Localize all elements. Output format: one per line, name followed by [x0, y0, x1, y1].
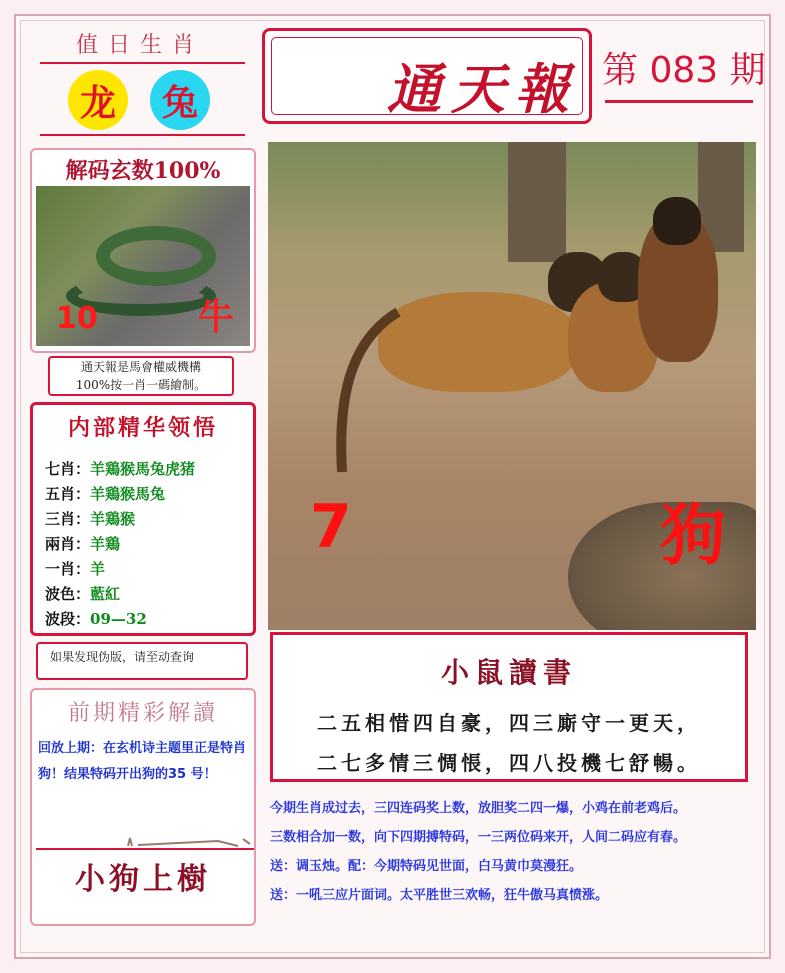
inner-insight-list	[45, 457, 250, 632]
poem-box	[270, 632, 748, 782]
poem-line-2: 二七多情三惆悵，四八投機七舒暢。	[317, 751, 701, 775]
authority-note-line2: 100%按一肖一碼繪制。	[75, 378, 207, 392]
previous-review-divider	[36, 848, 254, 850]
decode-panel-title: 解码玄数100%	[65, 158, 221, 184]
inner-insight-label: 一肖：	[45, 560, 91, 578]
inner-insight-value: 09—32	[90, 610, 147, 628]
photo-number: 7	[310, 492, 352, 562]
inner-insight-title: 内部精华领悟	[67, 415, 218, 441]
header-box	[262, 28, 592, 124]
inner-insight-label: 五肖：	[45, 485, 91, 503]
inner-insight-row	[45, 582, 250, 607]
inner-insight-label: 兩肖：	[45, 535, 91, 553]
issue-number: 第 083 期	[602, 50, 766, 91]
monkey-right-head	[653, 197, 701, 245]
previous-review-panel	[30, 688, 256, 926]
inner-insight-row	[45, 532, 250, 557]
previous-review-title: 前期精彩解讀	[67, 701, 218, 726]
inner-insight-label: 七肖：	[45, 460, 91, 478]
monkeys-photo	[268, 142, 756, 630]
zodiac-of-day-title: 值日生肖	[75, 33, 204, 58]
prose-line-4: 送：一吼三应片面词。太平胜世三欢畅，狂牛傲马真愤涨。	[270, 888, 609, 903]
tree-trunk-center	[508, 142, 566, 262]
inner-insight-row	[45, 482, 250, 507]
inner-insight-row	[45, 607, 250, 632]
previous-review-bottom-title: 小狗上樹	[75, 862, 211, 897]
inner-insight-value: 藍紅	[90, 585, 121, 603]
inner-insight-value: 羊	[90, 560, 106, 578]
prose-line-1: 今期生肖成过去，三四连码奖上数，放胆奖二四一爆，小鸡在前老鸡后。	[270, 801, 687, 816]
inner-insight-label: 波段：	[45, 610, 91, 628]
authority-note-line1: 通天報是馬會權威機構	[80, 360, 201, 374]
zodiac-divider-top	[40, 62, 245, 64]
authority-note	[48, 356, 234, 396]
inner-insight-row	[45, 507, 250, 532]
decode-panel	[30, 148, 256, 353]
inner-insight-panel	[30, 402, 256, 636]
poem-title: 小鼠讀書	[440, 656, 577, 689]
inner-insight-value: 羊鶏猴馬兔虎猪	[90, 460, 196, 478]
prediction-prose	[270, 794, 758, 910]
inner-insight-row	[45, 457, 250, 482]
previous-review-text: 回放上期：在玄机诗主题里正是特肖狗！结果特码开出狗的35 号！	[38, 741, 247, 782]
inner-insight-value: 羊鶏	[90, 535, 121, 553]
page-title: 通天報	[387, 57, 579, 121]
prose-line-3: 送：调玉烛。配：今期特码见世面，白马黄巾莫漫狂。	[270, 859, 583, 874]
inner-insight-row	[45, 557, 250, 582]
prose-line-2: 三数相合加一数，向下四期搏特码，一三两位码来开，人间二码应有春。	[270, 830, 687, 845]
poem-line-1: 二五相惜四自豪，四三廝守一更天，	[317, 711, 701, 735]
decode-number: 10	[56, 301, 98, 336]
decode-zodiac: 牛	[197, 296, 234, 338]
monkey-tail	[328, 302, 408, 482]
zodiac-divider-bottom	[40, 134, 245, 136]
previous-thumbnail-strip	[38, 836, 252, 848]
inner-insight-value: 羊鶏猴馬兔	[90, 485, 166, 503]
zodiac-day-right: 兔	[150, 70, 210, 130]
inner-insight-label: 三肖：	[45, 510, 91, 528]
counterfeit-warning: 如果发现伪版，请至动查询	[36, 642, 248, 680]
monkey-left-body	[378, 292, 578, 392]
snake-photo	[36, 186, 250, 346]
issue-underline	[605, 100, 753, 103]
inner-insight-value: 羊鶏猴	[90, 510, 136, 528]
inner-insight-label: 波色：	[45, 585, 91, 603]
zodiac-day-left: 龙	[68, 70, 128, 130]
photo-zodiac: 狗	[660, 496, 726, 574]
